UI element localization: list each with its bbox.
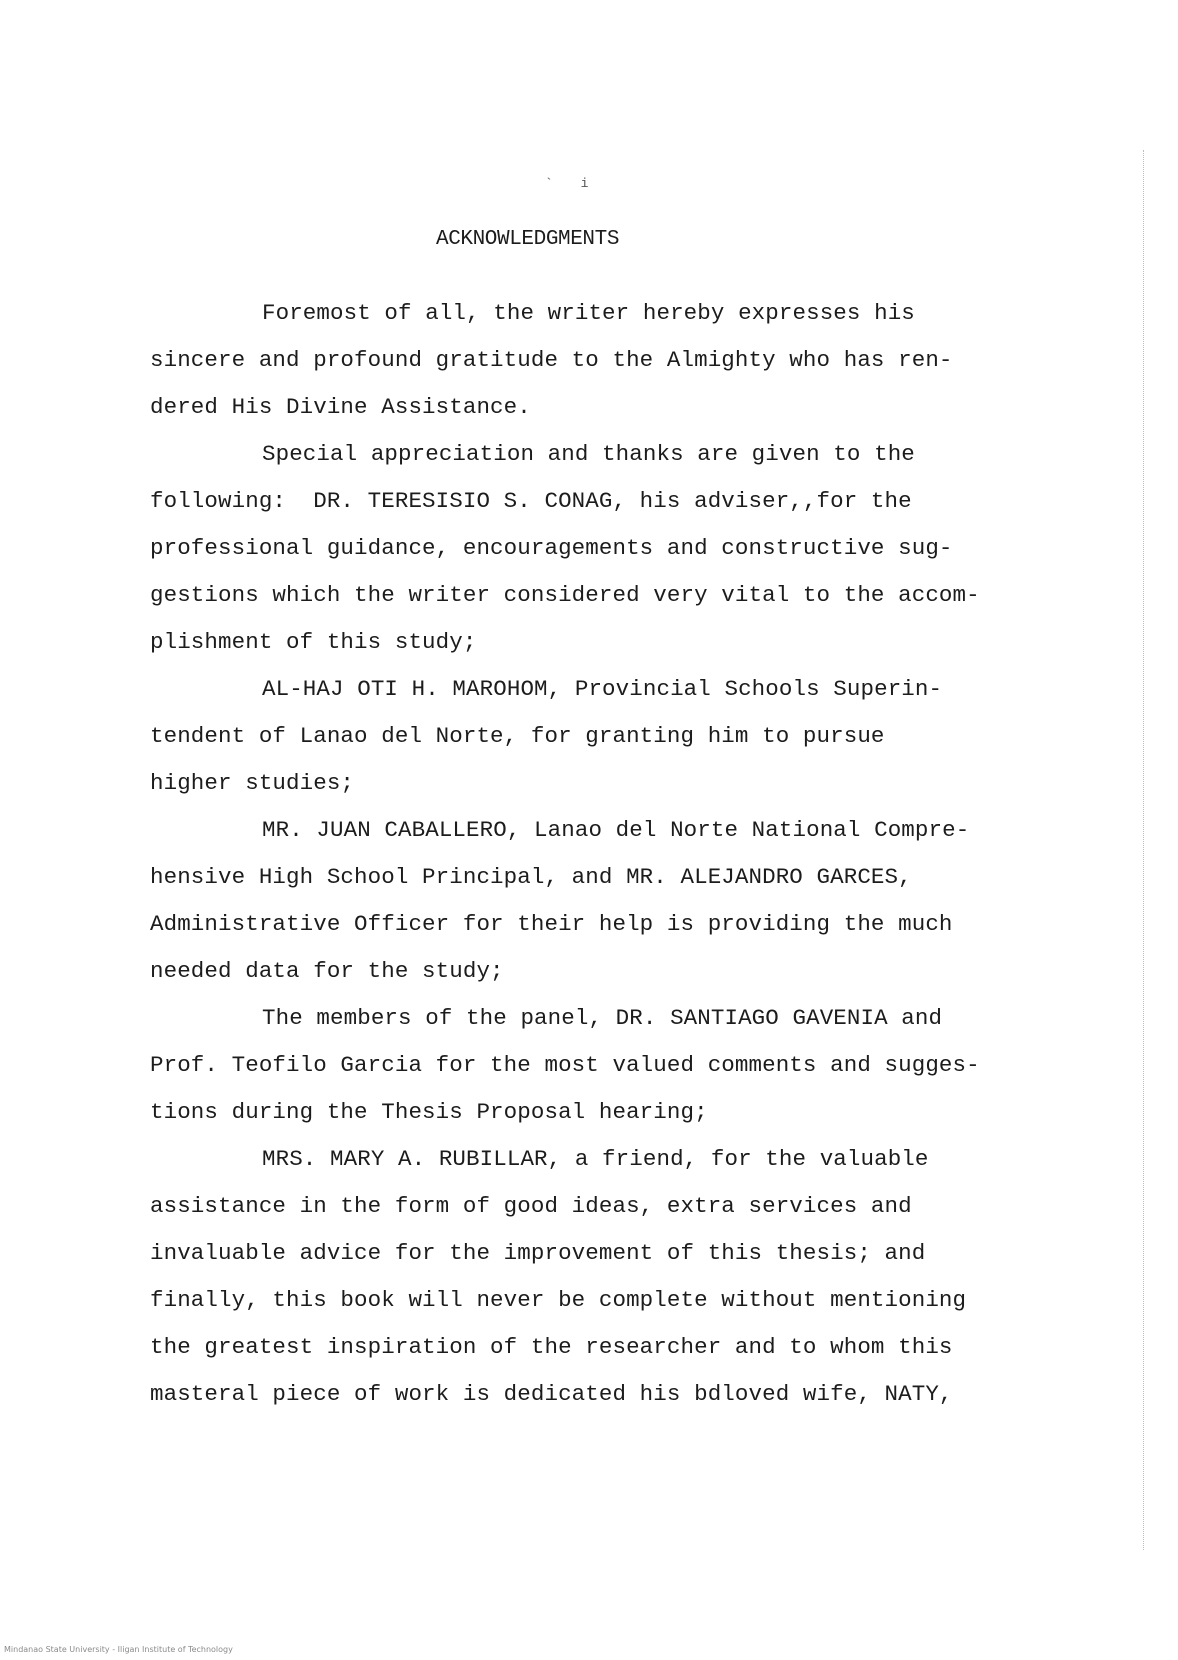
text-line: assistance in the form of good ideas, extra services and <box>150 1193 912 1219</box>
text-line: MRS. MARY A. RUBILLAR, a friend, for the valuable <box>262 1146 929 1172</box>
text-line: Foremost of all, the writer hereby expresses his <box>262 300 915 326</box>
text-line: hensive High School Principal, and MR. ALEJANDRO GARCES, <box>150 864 912 890</box>
text-line: MR. JUAN CABALLERO, Lanao del Norte National Compre- <box>262 817 970 843</box>
text-line: tions during the Thesis Proposal hearing; <box>150 1099 708 1125</box>
text-line: gestions which the writer considered very vital to the accom- <box>150 582 980 608</box>
page-mark: ` i <box>545 176 599 191</box>
text-line: professional guidance, encouragements and constructive sug- <box>150 535 953 561</box>
text-line: the greatest inspiration of the researcher and to whom this <box>150 1334 953 1360</box>
text-line: higher studies; <box>150 770 355 796</box>
text-line: Administrative Officer for their help is providing the much <box>150 911 953 937</box>
text-line: Special appreciation and thanks are given to the <box>262 441 915 467</box>
text-line: needed data for the study; <box>150 958 504 984</box>
page-title: ACKNOWLEDGMENTS <box>436 228 620 251</box>
text-line: following: DR. TERESISIO S. CONAG, his adviser,,for the <box>150 488 912 514</box>
text-line: finally, this book will never be complete without mentioning <box>150 1287 967 1313</box>
text-line: plishment of this study; <box>150 629 477 655</box>
text-line: sincere and profound gratitude to the Almighty who has ren- <box>150 347 953 373</box>
text-line: The members of the panel, DR. SANTIAGO GAVENIA and <box>262 1005 943 1031</box>
text-line: tendent of Lanao del Norte, for granting him to pursue <box>150 723 885 749</box>
scan-edge-line <box>1143 150 1144 1550</box>
text-line: masteral piece of work is dedicated his bdloved wife, NATY, <box>150 1381 953 1407</box>
acknowledgments-body <box>150 290 1040 1418</box>
footer-stamp: Mindanao State University - Iligan Institute of Technology <box>4 1645 233 1654</box>
text-line: Prof. Teofilo Garcia for the most valued comments and sugges- <box>150 1052 980 1078</box>
text-line: AL-HAJ OTI H. MAROHOM, Provincial Schools Superin- <box>262 676 943 702</box>
text-line: dered His Divine Assistance. <box>150 394 531 420</box>
text-line: invaluable advice for the improvement of this thesis; and <box>150 1240 926 1266</box>
